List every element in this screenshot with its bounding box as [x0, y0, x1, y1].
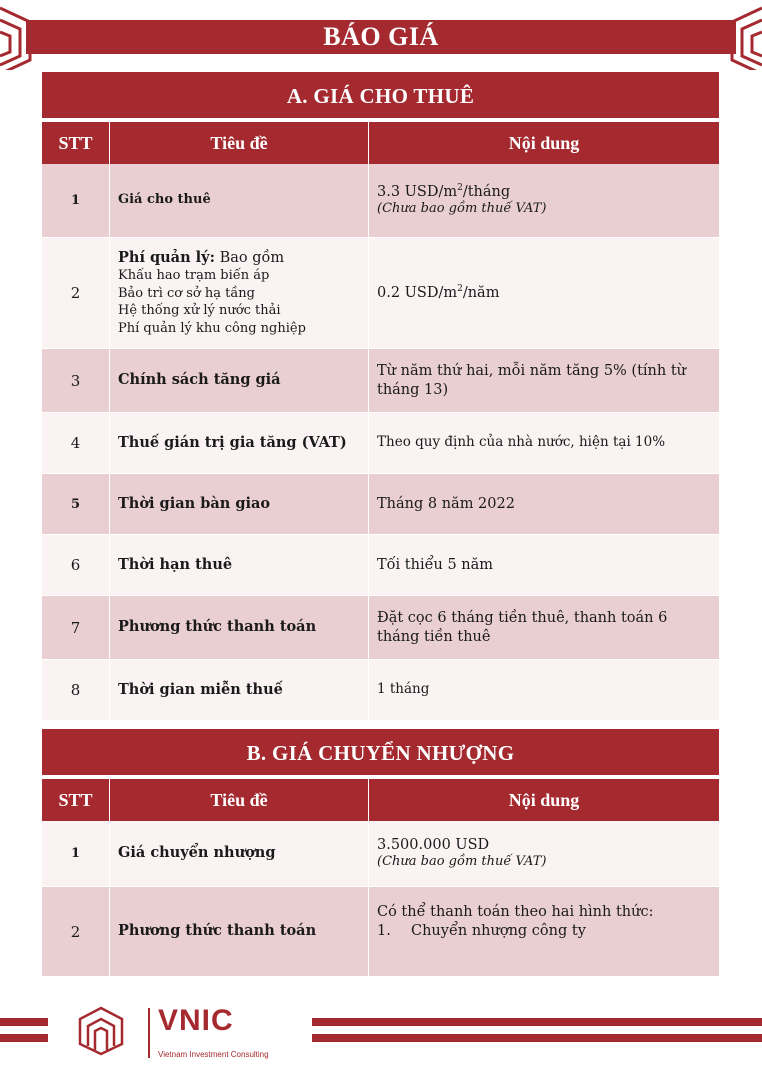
row-title: Thuế gián trị gia tăng (VAT) [110, 413, 369, 474]
vnic-tagline: Vietnam Investment Consulting [158, 1050, 269, 1059]
row-title: Thời hạn thuê [110, 535, 369, 596]
row-title: Thời gian miễn thuế [110, 660, 369, 721]
logo-divider [148, 1008, 150, 1058]
row-stt: 6 [42, 535, 110, 596]
table-header-row [42, 779, 719, 821]
row-stt: 3 [42, 349, 110, 413]
table-header-row [42, 122, 719, 164]
header-title: Tiêu đề [110, 122, 369, 164]
vat-note: (Chưa bao gồm thuế VAT) [377, 854, 547, 870]
row-stt: 1 [42, 821, 110, 887]
management-fee-unit: /năm [462, 284, 500, 301]
row-stt: 4 [42, 413, 110, 474]
fee-item: Bảo trì cơ sở hạ tầng [118, 285, 256, 301]
fee-item: Hệ thống xử lý nước thải [118, 303, 281, 319]
table-row [42, 349, 719, 413]
row-stt: 8 [42, 660, 110, 721]
row-content: 1 tháng [369, 660, 719, 721]
payment-option [377, 922, 711, 941]
row-content [369, 164, 719, 238]
row-stt: 2 [42, 238, 110, 349]
row-stt: 7 [42, 596, 110, 660]
row-content: Từ năm thứ hai, mỗi năm tăng 5% (tính từ tháng 13) [369, 349, 719, 413]
table-row [42, 821, 719, 887]
fee-item: Khấu hao trạm biến áp [118, 267, 270, 283]
row-title: Phương thức thanh toán [110, 887, 369, 977]
row-content [369, 238, 719, 349]
table-row [42, 164, 719, 238]
row-title [110, 238, 369, 349]
management-fee-value: 0.2 USD/m [377, 284, 458, 301]
table-row [42, 887, 719, 977]
transfer-price-value: 3.500.000 USD [377, 836, 490, 853]
table-row [42, 474, 719, 535]
row-title: Phương thức thanh toán [110, 596, 369, 660]
row-stt: 5 [42, 474, 110, 535]
rental-price-table [42, 122, 719, 721]
header-title: Tiêu đề [110, 779, 369, 821]
header-content: Nội dung [369, 779, 719, 821]
row-stt: 1 [42, 164, 110, 238]
header-stt: STT [42, 779, 110, 821]
row-content: Tối thiểu 5 năm [369, 535, 719, 596]
table-row [42, 238, 719, 349]
table-row [42, 413, 719, 474]
rent-price-value: 3.3 USD/m [377, 183, 458, 200]
row-stt: 2 [42, 887, 110, 977]
row-title: Giá cho thuê [110, 164, 369, 238]
fee-item: Phí quản lý khu công nghiệp [118, 320, 306, 336]
table-row [42, 535, 719, 596]
table-row [42, 596, 719, 660]
vat-note: (Chưa bao gồm thuế VAT) [377, 201, 547, 217]
section-b-heading: B. GIÁ CHUYỂN NHƯỢNG [42, 729, 719, 775]
row-content: Theo quy định của nhà nước, hiện tại 10% [369, 413, 719, 474]
transfer-price-table [42, 779, 719, 977]
page-title: BÁO GIÁ [26, 20, 736, 54]
section-rental-price [42, 72, 719, 721]
row-title: Thời gian bàn giao [110, 474, 369, 535]
rent-price-unit: /tháng [462, 183, 511, 200]
footer-stripe [0, 1018, 48, 1026]
table-row [42, 660, 719, 721]
payment-option-text: Chuyển nhượng công ty [411, 922, 586, 939]
vnic-brand: VNIC [158, 1004, 234, 1037]
management-fee-sup: 2 [457, 283, 463, 294]
rent-price-sup: 2 [457, 182, 463, 193]
header-stt: STT [42, 122, 110, 164]
section-transfer-price [42, 729, 719, 977]
footer-stripe [0, 1034, 48, 1042]
row-content [369, 821, 719, 887]
payment-intro: Có thể thanh toán theo hai hình thức: [377, 904, 654, 920]
row-content: Đặt cọc 6 tháng tiền thuê, thanh toán 6 tháng tiền thuê [369, 596, 719, 660]
management-fee-label: Phí quản lý: [118, 248, 215, 266]
row-content [369, 887, 719, 977]
row-title: Chính sách tăng giá [110, 349, 369, 413]
footer-stripe [312, 1034, 762, 1042]
header-content: Nội dung [369, 122, 719, 164]
management-fee-suffix: Bao gồm [214, 249, 285, 266]
footer-stripe [312, 1018, 762, 1026]
row-title: Giá chuyển nhượng [110, 821, 369, 887]
payment-option-number: 1. [377, 922, 391, 939]
vnic-logo-icon [78, 1006, 124, 1056]
row-content: Tháng 8 năm 2022 [369, 474, 719, 535]
section-a-heading: A. GIÁ CHO THUÊ [42, 72, 719, 118]
